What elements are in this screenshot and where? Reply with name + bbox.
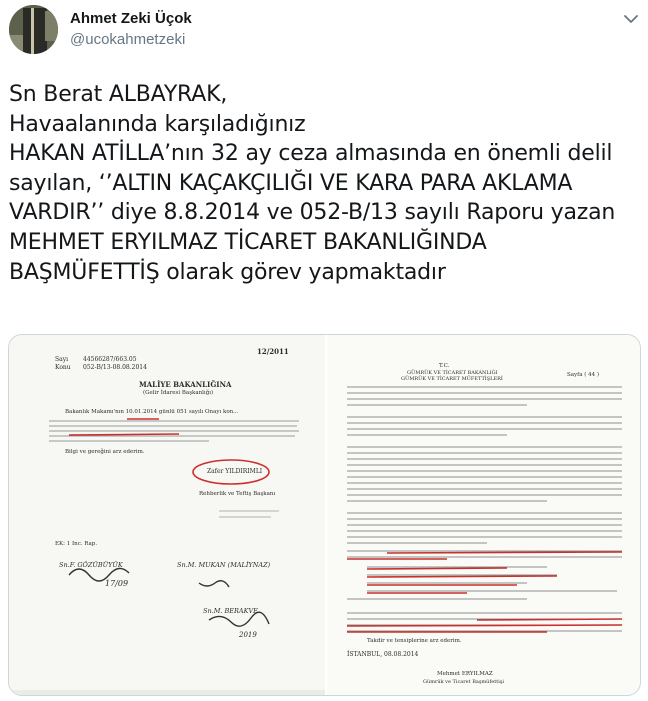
document-image-right[interactable]	[327, 335, 641, 696]
doc-right-signer: Mehmet ERYILMAZ	[437, 671, 493, 677]
tweet-line: sayılan, ‘’ALTIN KAÇAKÇILIĞI VE KARA PARA AKLAMA	[9, 170, 573, 196]
tweet-line: VARDIR’’ diye 8.8.2014 ve 052-B/13 sayılı Raporu yazan	[9, 200, 616, 226]
tweet-header	[0, 0, 648, 64]
doc-place-date: İSTANBUL, 08.08.2014	[347, 651, 419, 658]
document-image-left[interactable]	[9, 335, 325, 696]
doc-stamp: 12/2011	[257, 347, 289, 356]
chevron-down-icon[interactable]	[622, 12, 640, 26]
tweet-line: BAŞMÜFETTİŞ olarak görev yapmaktadır	[9, 259, 446, 285]
doc-signer: Zafer YILDIRIMLI	[207, 468, 263, 475]
doc-attachment: EK: 1 Inc. Rap.	[55, 541, 98, 547]
doc-signature-1: Sn.F. GÖZÜBÜYÜK	[59, 561, 123, 569]
tweet-media[interactable]	[8, 334, 641, 696]
doc-ministry-title: MALİYE BAKANLIĞINA	[139, 380, 232, 389]
tweet-line: MEHMET ERYILMAZ TİCARET BAKANLIĞINDA	[9, 229, 487, 255]
doc-signature-3-date: 2019	[239, 631, 257, 639]
doc-right-signer-title: Gümrük ve Ticaret Başmüfettişi	[423, 679, 504, 685]
doc-header-tc: T.C.	[439, 363, 450, 369]
author-handle[interactable]: @ucokahmetzeki	[70, 31, 186, 48]
doc-signature-3: Sn.M. BERAKVE	[203, 607, 258, 615]
avatar[interactable]	[9, 5, 58, 54]
doc-closing: Bilgi ve gereğini arz ederim.	[65, 449, 145, 455]
doc-header-ministry: GÜMRÜK VE TİCARET BAKANLIĞI	[407, 370, 498, 376]
doc-konu-label: Konu	[55, 364, 71, 371]
tweet-text	[9, 80, 639, 287]
doc-header-unit: GÜMRÜK VE TİCARET MÜFETTİŞLERİ	[401, 376, 503, 382]
doc-body: Bakanlık Makamı'nın 10.01.2014 günlü 051 sayılı Onayı kon...	[65, 409, 239, 415]
doc-sub-title: (Gelir İdaresi Başkanlığı)	[143, 390, 214, 396]
tweet-line: Havaalanında karşıladığınız	[9, 111, 306, 137]
doc-right-closing: Takdir ve tensiplerine arz ederim.	[367, 638, 462, 644]
doc-signature-1-date: 17/09	[105, 579, 129, 588]
doc-signer-title: Rehberlik ve Teftiş Başkanı	[199, 491, 276, 497]
avatar-image	[9, 5, 58, 54]
doc-sayi-label: Sayı	[55, 356, 68, 363]
doc-signature-2: Sn.M. MUKAN (MALİYNAZ)	[177, 561, 271, 569]
tweet-line: HAKAN ATİLLA’nın 32 ay ceza almasında en önemli delil	[9, 141, 613, 167]
tweet-line: Sn Berat ALBAYRAK,	[9, 82, 228, 107]
doc-page-label: Sayfa ( 44 )	[567, 372, 600, 378]
doc-sayi-value: 44566287/663.05	[83, 356, 137, 363]
author-display-name[interactable]: Ahmet Zeki Üçok	[70, 10, 192, 27]
doc-konu-value: 052-B/13-08.08.2014	[83, 364, 147, 371]
